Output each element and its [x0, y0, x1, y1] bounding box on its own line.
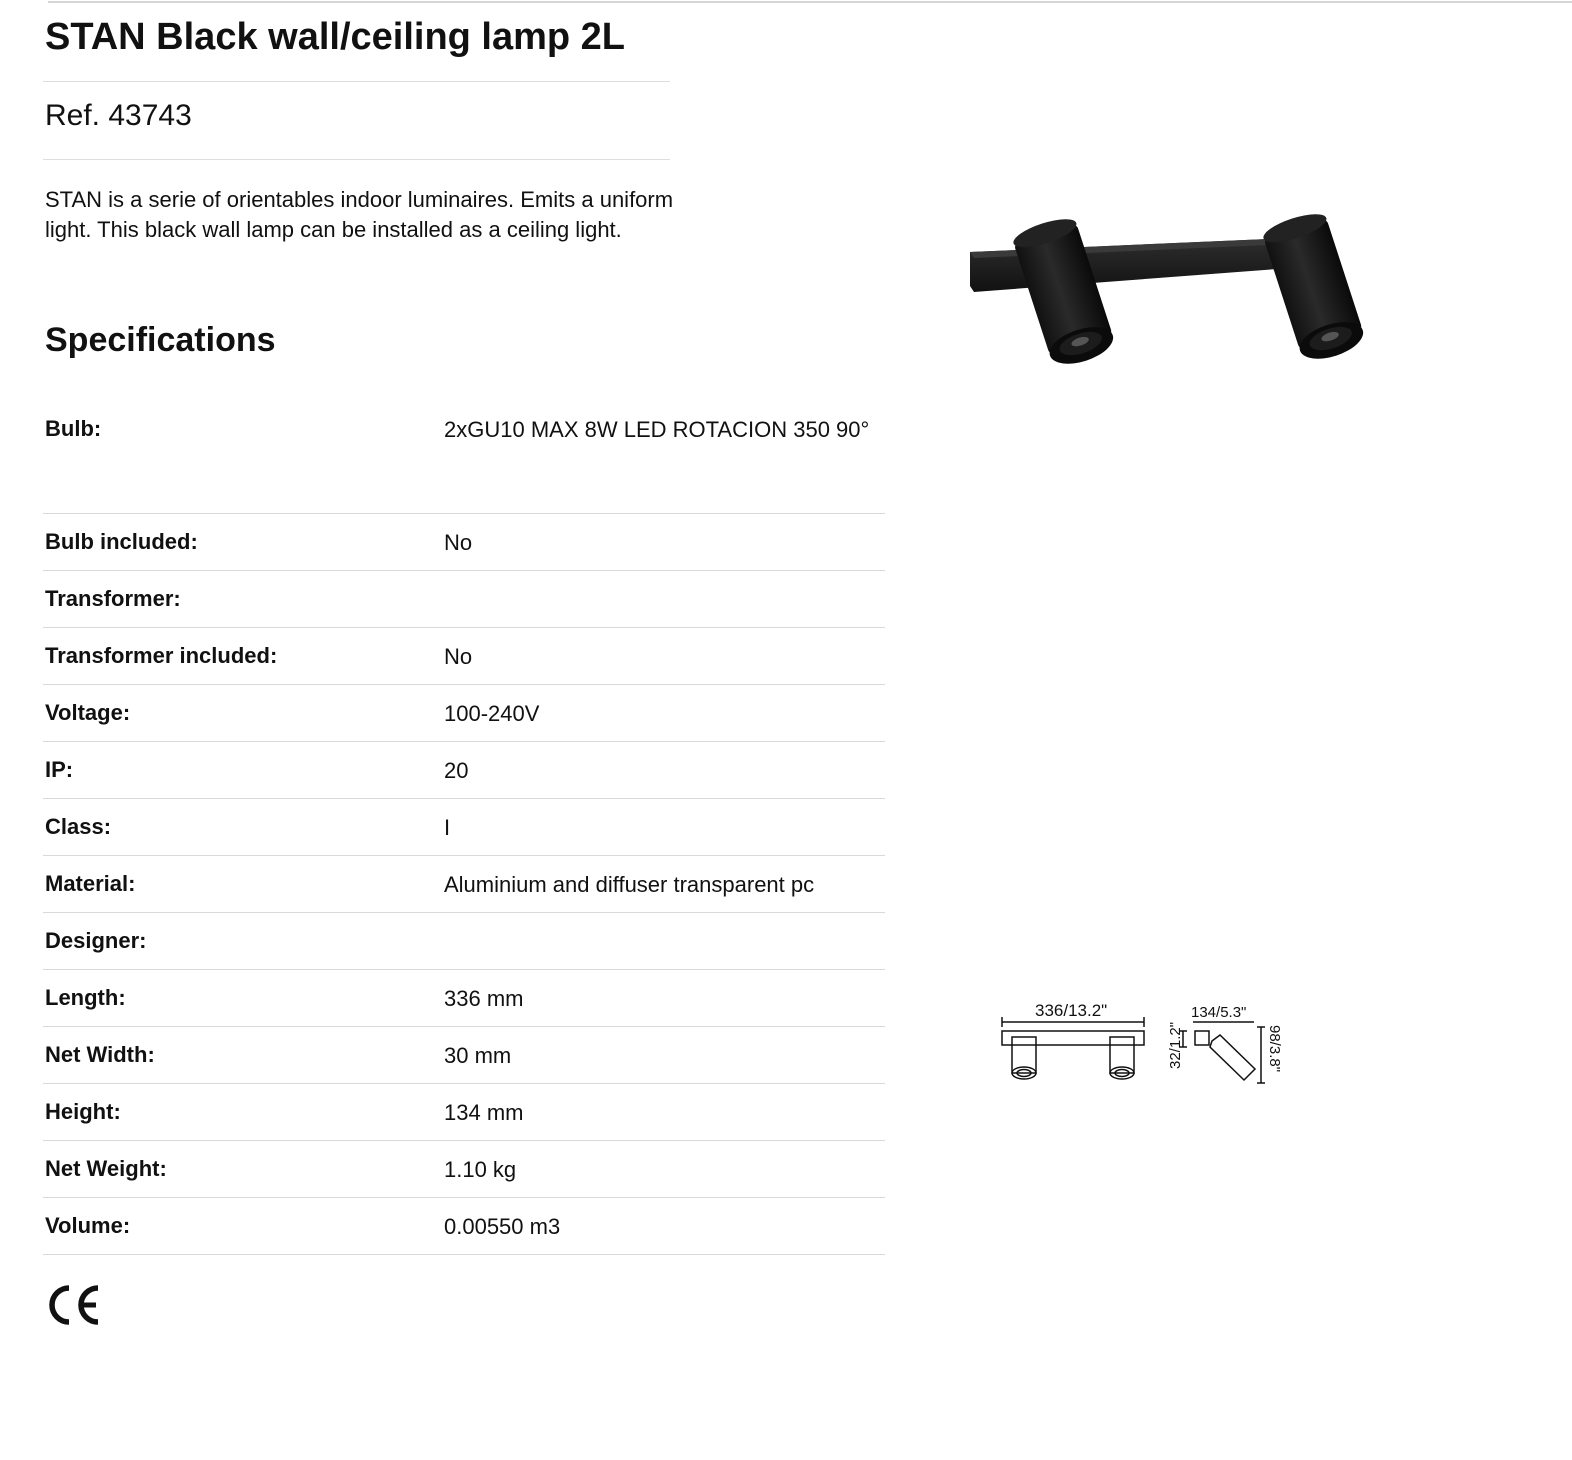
spec-label: Transformer:	[45, 586, 181, 611]
spec-row-voltage	[43, 685, 885, 742]
spec-label: Bulb:	[45, 416, 102, 441]
spec-label: Bulb included:	[45, 529, 198, 554]
product-photo-lamp-icon	[960, 210, 1390, 370]
spec-value: 30 mm	[444, 1043, 512, 1068]
spec-row-ip	[43, 742, 885, 799]
spec-row-bulb-included	[43, 514, 885, 571]
reference-divider	[43, 159, 670, 160]
product-title: STAN Black wall/ceiling lamp 2L	[45, 16, 626, 58]
spec-label: Material:	[45, 871, 136, 896]
spec-label: Class:	[45, 814, 112, 839]
ce-mark-icon	[45, 1282, 105, 1328]
title-divider	[43, 81, 670, 82]
drawing-depth-label: 134/5.3"	[1191, 1004, 1247, 1021]
drawing-width-label: 32/1.2"	[1167, 1021, 1184, 1069]
spec-label: Height:	[45, 1099, 121, 1124]
drawing-length-label: 336/13.2"	[1035, 1001, 1108, 1020]
spec-value: 1.10 kg	[444, 1157, 517, 1182]
technical-drawing	[990, 995, 1290, 1095]
spec-label: Length:	[45, 985, 126, 1010]
spec-row-net-weight	[43, 1141, 885, 1198]
drawing-height-label: 98/3.8"	[1266, 1025, 1283, 1073]
spec-value: No	[444, 530, 473, 555]
spec-value: 100-240V	[444, 701, 540, 726]
spec-row-height	[43, 1084, 885, 1141]
spec-label: Voltage:	[45, 700, 131, 725]
spec-value: 20	[444, 758, 469, 783]
spec-row-designer	[43, 913, 885, 970]
spec-value: 0.00550 m3	[444, 1214, 561, 1239]
spec-label: IP:	[45, 757, 74, 782]
spec-value: I	[444, 815, 451, 840]
spec-label: Transformer included:	[45, 643, 278, 668]
spec-label: Net Width:	[45, 1042, 155, 1067]
spec-row-transformer-included	[43, 628, 885, 685]
spec-row-class	[43, 799, 885, 856]
specifications-table	[43, 400, 885, 1255]
spec-row-material	[43, 856, 885, 913]
spec-row-bulb	[43, 400, 885, 514]
spec-row-net-width	[43, 1027, 885, 1084]
spec-row-transformer	[43, 571, 885, 628]
spec-value: Aluminium and diffuser transparent pc	[444, 872, 815, 897]
spec-label: Designer:	[45, 928, 147, 953]
spec-row-volume	[43, 1198, 885, 1255]
spec-value: No	[444, 644, 473, 669]
spec-value: 134 mm	[444, 1100, 524, 1125]
spec-row-length	[43, 970, 885, 1027]
top-divider	[48, 1, 1572, 3]
spec-value: 2xGU10 MAX 8W LED ROTACION 350 90°	[444, 417, 870, 442]
spec-label: Volume:	[45, 1213, 131, 1238]
product-reference: Ref. 43743	[45, 99, 192, 132]
product-description: STAN is a serie of orientables indoor luminaires. Emits a uniform light. This black wall lamp can be installed as a ceiling light.	[45, 187, 674, 242]
spec-label: Net Weight:	[45, 1156, 167, 1181]
specifications-heading: Specifications	[45, 321, 276, 359]
spec-value: 336 mm	[444, 986, 524, 1011]
